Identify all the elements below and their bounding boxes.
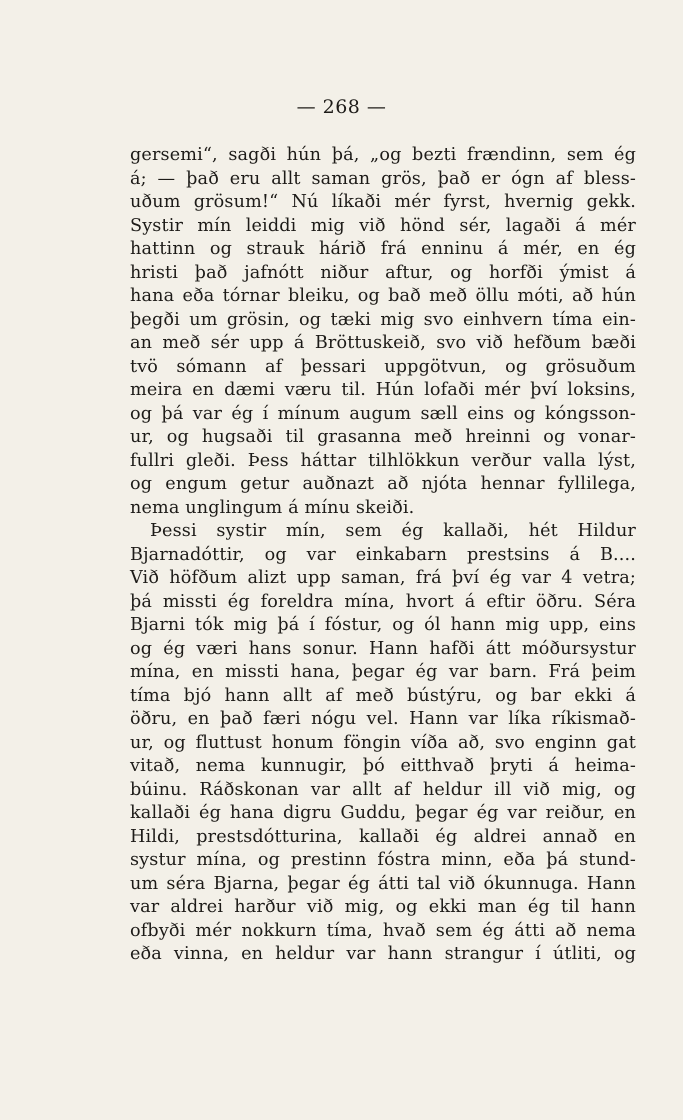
text-line: tvö sómann af þessari uppgötvun, og grösuðum — [130, 356, 636, 377]
text-line: gersemi“, sagði hún þá, „og bezti frændinn, sem ég — [130, 145, 636, 165]
text-line: an með sér upp á Bröttuskeið, svo við hefðum bæði — [130, 333, 636, 353]
text-line: tíma bjó hann allt af með bústýru, og bar ekki á — [130, 685, 636, 706]
text-line: þá missti ég foreldra mína, hvort á eftir öðru. Séra — [130, 591, 636, 612]
text-line: Hildi, prestsdótturina, kallaði ég aldrei annað en — [130, 826, 636, 847]
text-line: ur, og hugsaði til grasanna með hreinni og vonar- — [130, 427, 636, 447]
body-text — [130, 144, 636, 967]
text-line: var aldrei harður við mig, og ekki man ég til hann — [130, 897, 636, 917]
text-line: vitað, nema kunnugir, þó eitthvað þryti á heima- — [130, 756, 636, 776]
text-line: ofbyði mér nokkurn tíma, hvað sem ég átti að nema — [130, 920, 636, 941]
text-line: uðum grösum!“ Nú líkaði mér fyrst, hvernig gekk. — [130, 192, 636, 212]
text-line: hattinn og strauk hárið frá enninu á mér, en ég — [130, 239, 636, 259]
text-line: þegði um grösin, og tæki mig svo einhvern tíma ein- — [130, 309, 636, 330]
text-line: og engum getur auðnazt að njóta hennar fyllilega, — [130, 474, 636, 494]
text-line: um séra Bjarna, þegar ég átti tal við ókunnuga. Hann — [130, 873, 636, 894]
text-line: Bjarnadóttir, og var einkabarn prestsins á B.... — [130, 544, 636, 565]
text-line: hana eða tórnar bleiku, og bað með öllu móti, að hún — [130, 286, 636, 306]
text-line: fullri gleði. Þess háttar tilhlökkun verður valla lýst, — [130, 450, 636, 471]
text-line: kallaði ég hana digru Guddu, þegar ég var reiður, en — [130, 803, 636, 823]
text-line: meira en dæmi væru til. Hún lofaði mér því loksins, — [130, 380, 636, 400]
text-line: á; — það eru allt saman grös, það er ógn af bless- — [130, 168, 636, 189]
text-line: og þá var ég í mínum augum sæll eins og kóngsson- — [130, 403, 636, 424]
text-line: Þessi systir mín, sem ég kallaði, hét Hildur — [150, 521, 636, 541]
text-line: mína, en missti hana, þegar ég var barn. Frá þeim — [130, 662, 636, 682]
text-line: ur, og fluttust honum föngin víða að, svo enginn gat — [130, 732, 636, 753]
text-line: hristi það jafnótt niður aftur, og horfði ýmist á — [130, 262, 636, 283]
text-line: Við höfðum alizt upp saman, frá því ég var 4 vetra; — [130, 568, 636, 588]
page-number: — 268 — — [296, 96, 387, 118]
text-line: Systir mín leiddi mig við hönd sér, lagaði á mér — [130, 215, 636, 236]
text-line: og ég væri hans sonur. Hann hafði átt móðursystur — [130, 638, 636, 659]
text-line: Bjarni tók mig þá í fóstur, og ól hann mig upp, eins — [130, 615, 636, 635]
text-line: öðru, en það færi nógu vel. Hann var líka ríkismað- — [130, 709, 636, 729]
text-line: systur mína, og prestinn fóstra minn, eða þá stund- — [130, 850, 636, 870]
text-line: eða vinna, en heldur var hann strangur í útliti, og — [130, 944, 636, 964]
text-line: nema unglingum á mínu skeiði. — [130, 497, 415, 518]
text-line: búinu. Ráðskonan var allt af heldur ill við mig, og — [130, 779, 636, 800]
